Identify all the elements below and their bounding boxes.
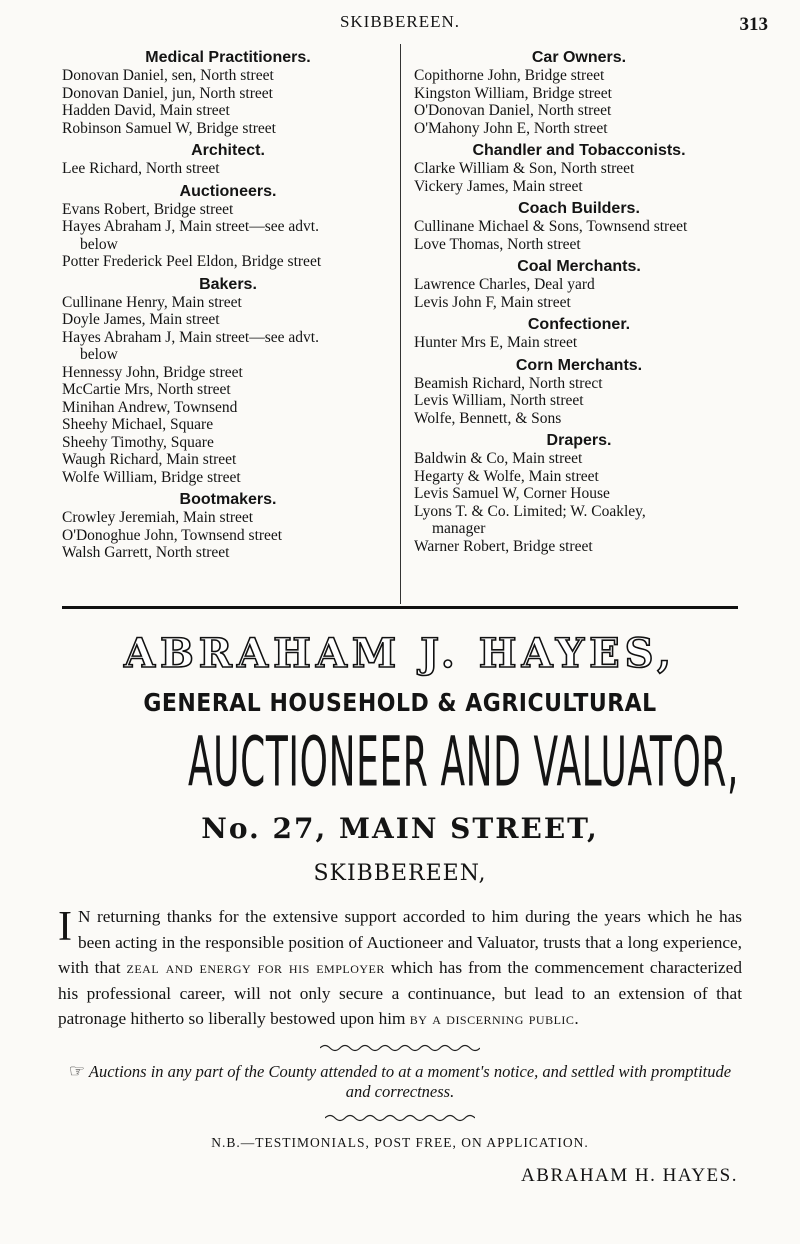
section-title: Auctioneers. — [179, 182, 277, 200]
advert-body — [58, 904, 742, 1032]
directory-entry — [62, 120, 394, 138]
directory-entry — [414, 375, 744, 393]
entry-text: Minihan Andrew, Townsend — [62, 398, 238, 416]
wavy-rule-top — [58, 1038, 742, 1057]
entry-text: Copithorne John, Bridge street — [414, 67, 605, 84]
right-column — [414, 46, 744, 559]
directory-section — [414, 431, 744, 555]
directory-section — [62, 490, 394, 562]
section-title: Architect. — [191, 142, 265, 159]
directory-entry — [414, 450, 744, 468]
directory-entry — [414, 276, 744, 294]
advertiser-name: ABRAHAM J. HAYES, — [123, 630, 677, 677]
body-text-2: which has from the commencement characterized his professional career, will not only secure a continuance, but lead to an extension of that patronage hitherto so liberally bestowed upon him — [58, 958, 742, 1028]
section-title: Medical Practitioners. — [145, 49, 311, 66]
entry-text: Hadden David, Main street — [62, 102, 230, 119]
advert-town: SKIBBEREEN, — [313, 861, 487, 886]
entry-text: Hegarty & Wolfe, Main street — [414, 467, 599, 485]
entry-text: Donovan Daniel, sen, North street — [62, 67, 274, 84]
entry-continuation: manager — [432, 520, 486, 537]
notice-text: Auctions in any part of the County attended to at a moment's notice, and settled with promptitude and correctness. — [88, 1061, 732, 1101]
entry-text: Hunter Mrs E, Main street — [414, 334, 578, 351]
directory-entry — [414, 334, 744, 352]
wavy-rule-icon — [320, 1043, 480, 1053]
directory-entry — [414, 67, 744, 85]
directory-entry — [414, 294, 744, 312]
entry-text: Waugh Richard, Main street — [62, 451, 237, 468]
directory-entry — [414, 485, 744, 503]
directory-entry — [414, 410, 744, 428]
directory-section — [414, 257, 744, 311]
directory-section — [414, 315, 744, 352]
entry-text: Cullinane Henry, Main street — [62, 293, 242, 311]
directory-entry — [62, 253, 394, 271]
entry-text: Crowley Jeremiah, Main street — [62, 509, 254, 526]
directory-section — [414, 356, 744, 428]
directory-entry — [62, 527, 394, 545]
directory-entry — [62, 294, 394, 312]
entry-text: Evans Robert, Bridge street — [62, 200, 234, 218]
column-divider — [400, 44, 401, 604]
entry-text: Robinson Samuel W, Bridge street — [62, 119, 276, 137]
directory-entry — [62, 218, 394, 253]
directory-entry — [414, 503, 744, 538]
entry-text: Walsh Garrett, North street — [62, 544, 230, 561]
directory-section — [414, 141, 744, 195]
entry-text: Lee Richard, North street — [62, 160, 220, 177]
entry-text: McCartie Mrs, North street — [62, 381, 231, 398]
entry-text: O'Donovan Daniel, North street — [414, 102, 612, 119]
entry-text: Beamish Richard, North strect — [414, 374, 603, 392]
entry-text: O'Donoghue John, Townsend street — [62, 526, 283, 544]
directory-entry — [62, 311, 394, 329]
entry-text: Donovan Daniel, jun, North street — [62, 84, 273, 102]
directory-entry — [62, 102, 394, 120]
entry-text: Levis John F, Main street — [414, 293, 571, 311]
directory-entry — [414, 218, 744, 236]
entry-text: Hayes Abraham J, Main street—see advt. — [62, 328, 319, 346]
auction-notice — [58, 1061, 742, 1102]
directory-entry — [414, 392, 744, 410]
entry-text: Warner Robert, Bridge street — [414, 537, 593, 555]
directory-entry — [62, 509, 394, 527]
entry-text: Wolfe William, Bridge street — [62, 468, 241, 486]
directory-entry — [414, 160, 744, 178]
entry-text: Lyons T. & Co. Limited; W. Coakley, — [414, 502, 646, 520]
entry-text: Kingston William, Bridge street — [414, 84, 612, 102]
left-column — [62, 46, 394, 566]
section-title: Bootmakers. — [179, 491, 277, 508]
directory-entry — [62, 434, 394, 452]
advert-title: AUCTIONEER AND VALUATOR, — [187, 721, 740, 803]
directory-entry — [62, 544, 394, 562]
directory-section — [62, 48, 394, 137]
directory-entry — [414, 102, 744, 120]
entry-text: Love Thomas, North street — [414, 235, 581, 253]
page-number: 313 — [739, 14, 768, 35]
entry-text: Potter Frederick Peel Eldon, Bridge street — [62, 253, 322, 270]
testimonials-note: N.B.—TESTIMONIALS, POST FREE, ON APPLICATION. — [211, 1134, 589, 1150]
entry-continuation: below — [80, 235, 118, 253]
directory-section — [62, 275, 394, 487]
directory-section — [62, 141, 394, 178]
directory-section — [414, 199, 744, 253]
directory-entry — [62, 399, 394, 417]
directory-entry — [414, 85, 744, 103]
section-title: Coach Builders. — [518, 200, 640, 217]
directory-entry — [62, 85, 394, 103]
directory-entry — [62, 451, 394, 469]
entry-text: Wolfe, Bennett, & Sons — [414, 409, 562, 427]
entry-text: Clarke William & Son, North street — [414, 160, 635, 177]
wavy-rule-bottom — [58, 1108, 742, 1127]
directory-entry — [414, 236, 744, 254]
directory-entry — [62, 364, 394, 382]
advert-subtitle: GENERAL HOUSEHOLD & AGRICULTURAL — [143, 689, 657, 718]
directory-entry — [414, 120, 744, 138]
entry-text: Cullinane Michael & Sons, Townsend street — [414, 218, 688, 235]
entry-text: Hennessy John, Bridge street — [62, 363, 243, 381]
entry-text: Doyle James, Main street — [62, 311, 220, 328]
entry-text: Vickery James, Main street — [414, 177, 583, 195]
body-smallcaps-1: zeal and energy for his employer — [126, 958, 385, 977]
advertisement — [58, 625, 742, 1187]
section-title: Corn Merchants. — [515, 356, 643, 374]
entry-continuation: below — [80, 346, 118, 363]
entry-text: Levis Samuel W, Corner House — [414, 485, 610, 502]
directory-entry — [62, 416, 394, 434]
section-title: Drapers. — [546, 432, 612, 449]
section-title: Confectioner. — [527, 316, 631, 333]
directory-entry — [414, 468, 744, 486]
advert-address: No. 27, MAIN STREET, — [201, 812, 599, 845]
directory-entry — [414, 178, 744, 196]
horizontal-rule — [62, 606, 738, 609]
entry-text: Sheehy Timothy, Square — [62, 433, 214, 451]
drop-cap: I — [58, 904, 72, 950]
directory-entry — [62, 160, 394, 178]
section-title: Bakers. — [199, 275, 257, 293]
body-smallcaps-2: by a discerning public. — [409, 1009, 580, 1028]
directory-entry — [62, 201, 394, 219]
directory-entry — [62, 67, 394, 85]
entry-text: Lawrence Charles, Deal yard — [414, 276, 595, 293]
directory-entry — [62, 381, 394, 399]
directory-entry — [62, 329, 394, 364]
body-text-1: N returning thanks for the extensive support accorded to him during the years which he has been acting in the responsible position of Auctioneer and Valuator, trusts that a long experience, with that — [58, 907, 742, 977]
wavy-rule-icon — [325, 1113, 475, 1123]
advert-signature: ABRAHAM H. HAYES. — [521, 1164, 738, 1186]
entry-text: Baldwin & Co, Main street — [414, 450, 583, 467]
entry-text: O'Mahony John E, North street — [414, 119, 608, 137]
directory-section — [414, 48, 744, 137]
running-head: SKIBBEREEN. — [339, 12, 461, 31]
section-title: Coal Merchants. — [517, 258, 641, 275]
pointing-hand-icon: ☞ — [68, 1060, 86, 1081]
directory-entry — [62, 469, 394, 487]
entry-text: Hayes Abraham J, Main street—see advt. — [62, 218, 319, 235]
section-title: Car Owners. — [531, 49, 627, 66]
entry-text: Sheehy Michael, Square — [62, 416, 214, 433]
section-title: Chandler and Tobacconists. — [472, 142, 686, 159]
directory-entry — [414, 538, 744, 556]
directory-section — [62, 182, 394, 271]
entry-text: Levis William, North street — [414, 392, 584, 409]
